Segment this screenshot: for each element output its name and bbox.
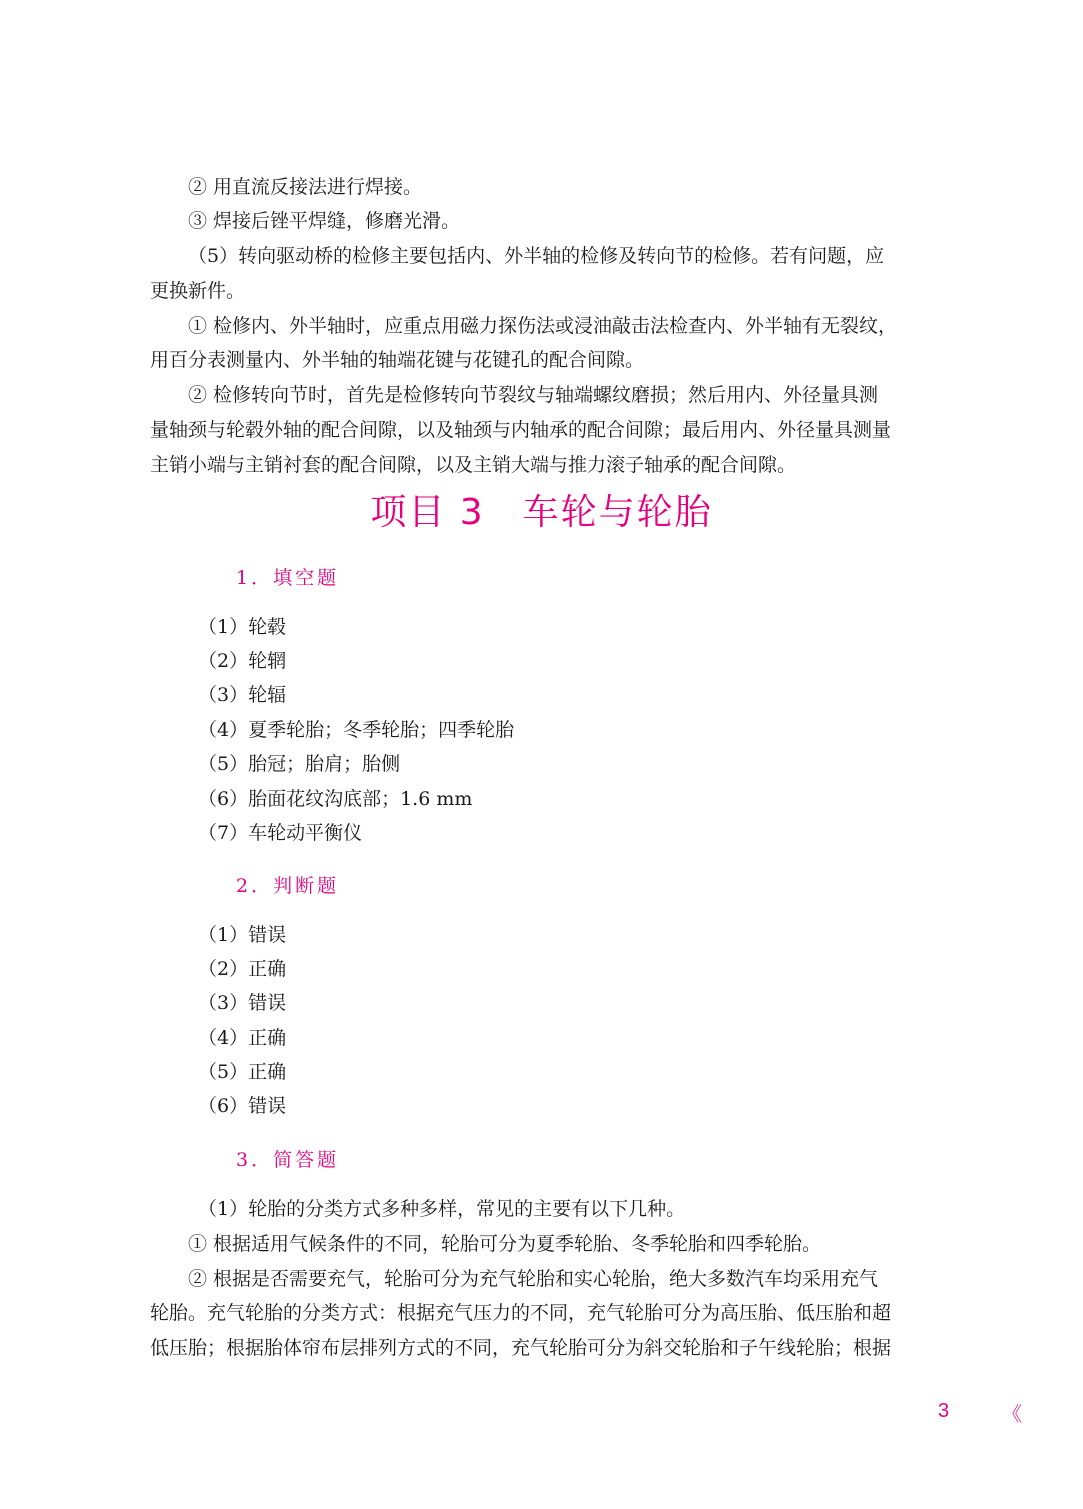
answer-item: （4）夏季轮胎；冬季轮胎；四季轮胎 (198, 719, 515, 741)
answer-item: （5）正确 (198, 1061, 287, 1083)
paragraph-line: 低压胎；根据胎体帘布层排列方式的不同，充气轮胎可分为斜交轮胎和子午线轮胎；根据 (150, 1337, 892, 1359)
answer-item: （1）轮毂 (198, 616, 287, 638)
chevron-left-icon[interactable]: 《 (1002, 1402, 1016, 1426)
answer-item: （4）正确 (198, 1027, 287, 1049)
section-title-short-answer: 3．简答题 (236, 1149, 340, 1171)
paragraph-line: ③ 焊接后锉平焊缝，修磨光滑。 (188, 210, 461, 232)
section-title-true-false: 2．判断题 (236, 875, 340, 897)
paragraph-line: ② 用直流反接法进行焊接。 (188, 176, 423, 198)
answer-item: （6）错误 (198, 1095, 287, 1117)
paragraph-line: ② 检修转向节时，首先是检修转向节裂纹与轴端螺纹磨损；然后用内、外径量具测 (188, 384, 879, 406)
paragraph-line: 量轴颈与轮毂外轴的配合间隙，以及轴颈与内轴承的配合间隙；最后用内、外径量具测量 (150, 419, 892, 441)
paragraph-line: 主销小端与主销衬套的配合间隙，以及主销大端与推力滚子轴承的配合间隙。 (150, 454, 797, 476)
paragraph-line: （5）转向驱动桥的检修主要包括内、外半轴的检修及转向节的检修。若有问题，应 (188, 245, 885, 267)
answer-item: （2）正确 (198, 958, 287, 980)
answer-item: （1）错误 (198, 924, 287, 946)
answer-item: （7）车轮动平衡仪 (198, 822, 363, 844)
paragraph-line: 轮胎。充气轮胎的分类方式：根据充气压力的不同，充气轮胎可分为高压胎、低压胎和超 (150, 1302, 892, 1324)
answer-item: （2）轮辋 (198, 650, 287, 672)
answer-item: （5）胎冠；胎肩；胎侧 (198, 753, 401, 775)
paragraph-line: 更换新件。 (150, 280, 246, 302)
answer-item: （6）胎面花纹沟底部；1.6 mm (198, 788, 473, 810)
paragraph-line: ① 根据适用气候条件的不同，轮胎可分为夏季轮胎、冬季轮胎和四季轮胎。 (188, 1233, 822, 1255)
paragraph-line: ① 检修内、外半轴时，应重点用磁力探伤法或浸油敲击法检查内、外半轴有无裂纹， (188, 315, 898, 337)
answer-item: （3）轮辐 (198, 684, 287, 706)
paragraph-line: （1）轮胎的分类方式多种多样，常见的主要有以下几种。 (198, 1198, 686, 1220)
paragraph-line: ② 根据是否需要充气，轮胎可分为充气轮胎和实心轮胎，绝大多数汽车均采用充气 (188, 1268, 879, 1290)
project-title: 项目 3 车轮与轮胎 (370, 492, 713, 533)
section-title-fill-in: 1．填空题 (236, 567, 340, 589)
paragraph-line: 用百分表测量内、外半轴的轴端花键与花键孔的配合间隙。 (150, 349, 645, 371)
page-number: 3 (938, 1400, 950, 1422)
answer-item: （3）错误 (198, 992, 287, 1014)
